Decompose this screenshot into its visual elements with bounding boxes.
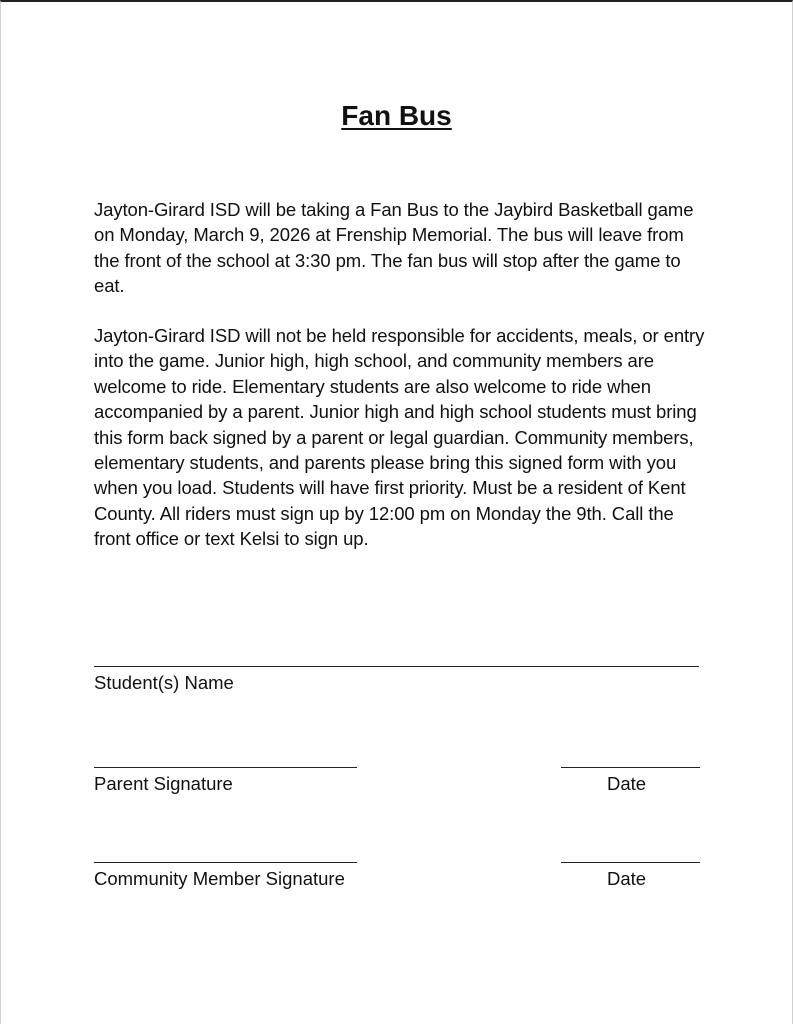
page-title: Fan Bus [341, 100, 452, 131]
info-paragraph: Jayton-Girard ISD will be taking a Fan Bus to the Jaybird Basketball game on Monday, March 9, 2026 at Frenship Memorial. The bus will leave from the front of the school at 3:30 pm. The fan bus will stop after the game to eat. [94, 199, 694, 297]
student-name-label: Student(s) Name [94, 672, 234, 693]
community-date-label: Date [607, 868, 647, 889]
community-signature-label: Community Member Signature [94, 868, 345, 889]
parent-signature-line[interactable] [94, 767, 357, 768]
community-signature-line[interactable] [94, 862, 357, 863]
community-date-line[interactable] [561, 862, 700, 863]
parent-date-label: Date [607, 773, 647, 794]
parent-date-line[interactable] [561, 767, 700, 768]
parent-signature-label: Parent Signature [94, 773, 233, 794]
student-name-line[interactable] [94, 666, 699, 667]
policy-paragraph: Jayton-Girard ISD will not be held responsible for accidents, meals, or entry into the game. Junior high, high school, and community members are welcome to ride. Elementary students are also welcome to ride when accompanied by a parent. Junior high and high school students must bring this form back signed by a parent or legal guardian. Community members, elementary students, and parents please bring this signed form with you when you load. Students will have first priority. Must be a resident of Kent County. All riders must sign up by 12:00 pm on Monday the 9th. Call the front office or text Kelsi to sign up. [94, 325, 705, 550]
